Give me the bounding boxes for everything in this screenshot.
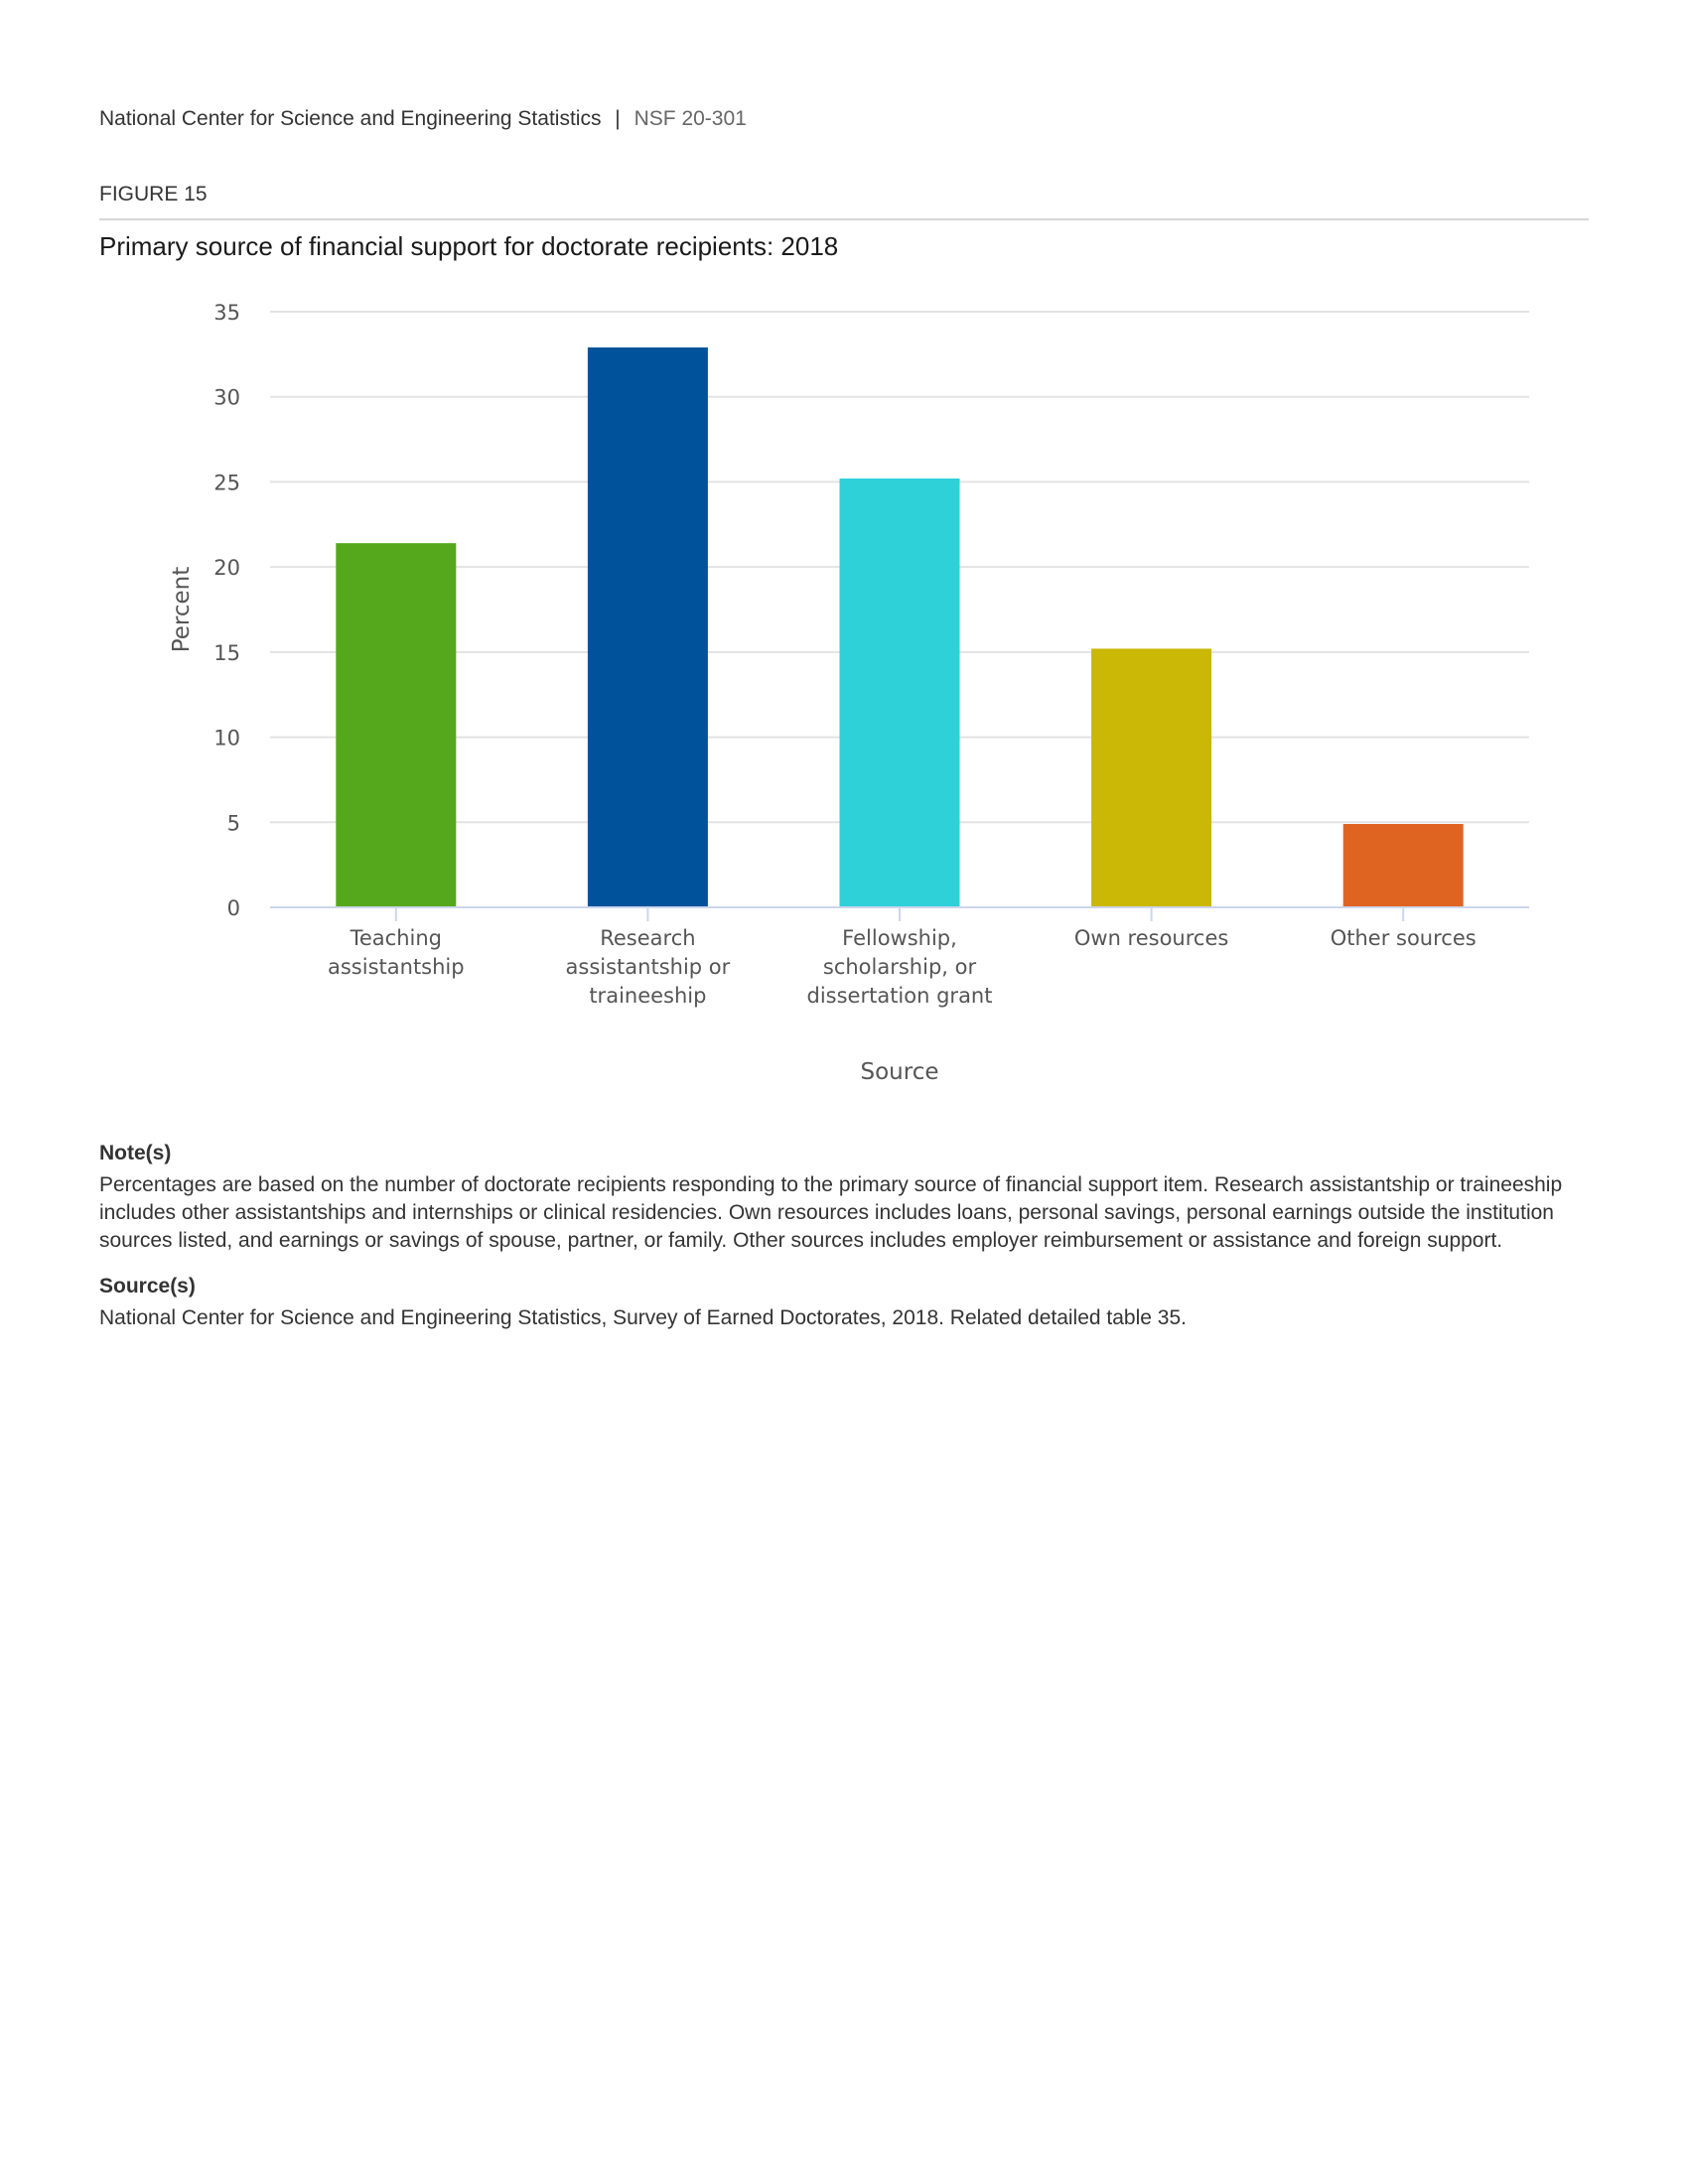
x-tick-label: Other sources	[1330, 926, 1477, 950]
x-tick-label: Research assistantship or traineeship	[565, 926, 731, 1008]
y-tick-label: 10	[213, 726, 240, 751]
notes-section	[99, 1140, 1599, 1332]
x-tick-label: Fellowship, scholarship, or dissertation grant	[806, 926, 993, 1008]
y-tick-label: 30	[213, 385, 240, 410]
notes-heading: Note(s)	[99, 1142, 172, 1164]
x-tick-label: Teaching assistantship	[328, 926, 465, 979]
sources-heading: Source(s)	[99, 1275, 196, 1297]
bar	[840, 478, 960, 907]
y-tick-label: 20	[213, 556, 240, 581]
y-tick-label: 0	[226, 896, 240, 920]
figure-label: FIGURE 15	[99, 183, 208, 205]
bar	[1091, 648, 1211, 907]
sources-text: National Center for Science and Engineering Statistics, Survey of Earned Doctorates, 2018. Related detailed table 35.	[99, 1306, 1187, 1329]
publication-number: NSF 20-301	[633, 107, 747, 130]
bar	[1343, 824, 1464, 907]
x-axis-title: Source	[860, 1059, 939, 1085]
bar	[588, 347, 708, 907]
y-tick-label: 5	[226, 811, 240, 836]
y-axis-title: Percent	[169, 566, 195, 653]
bar	[336, 543, 456, 907]
header-separator: |	[615, 107, 621, 130]
x-tick-label: Own resources	[1073, 926, 1229, 950]
org-name: National Center for Science and Engineering Statistics	[99, 107, 602, 130]
y-tick-label: 35	[213, 301, 240, 325]
figure-title: Primary source of financial support for doctorate recipients: 2018	[99, 231, 839, 261]
y-tick-label: 25	[213, 471, 240, 495]
y-tick-label: 15	[213, 640, 240, 665]
notes-text: Percentages are based on the number of doctorate recipients responding to the primary source of financial support item. Research assistantship or traineeship includes other assistantships and internships or clinical residencies. Own resources includes loans, personal savings, personal earnings outside the institution sources listed, and earnings or savings of spouse, partner, or family. Other sources includes employer reimbursement or assistance and foreign support.	[99, 1173, 1563, 1252]
